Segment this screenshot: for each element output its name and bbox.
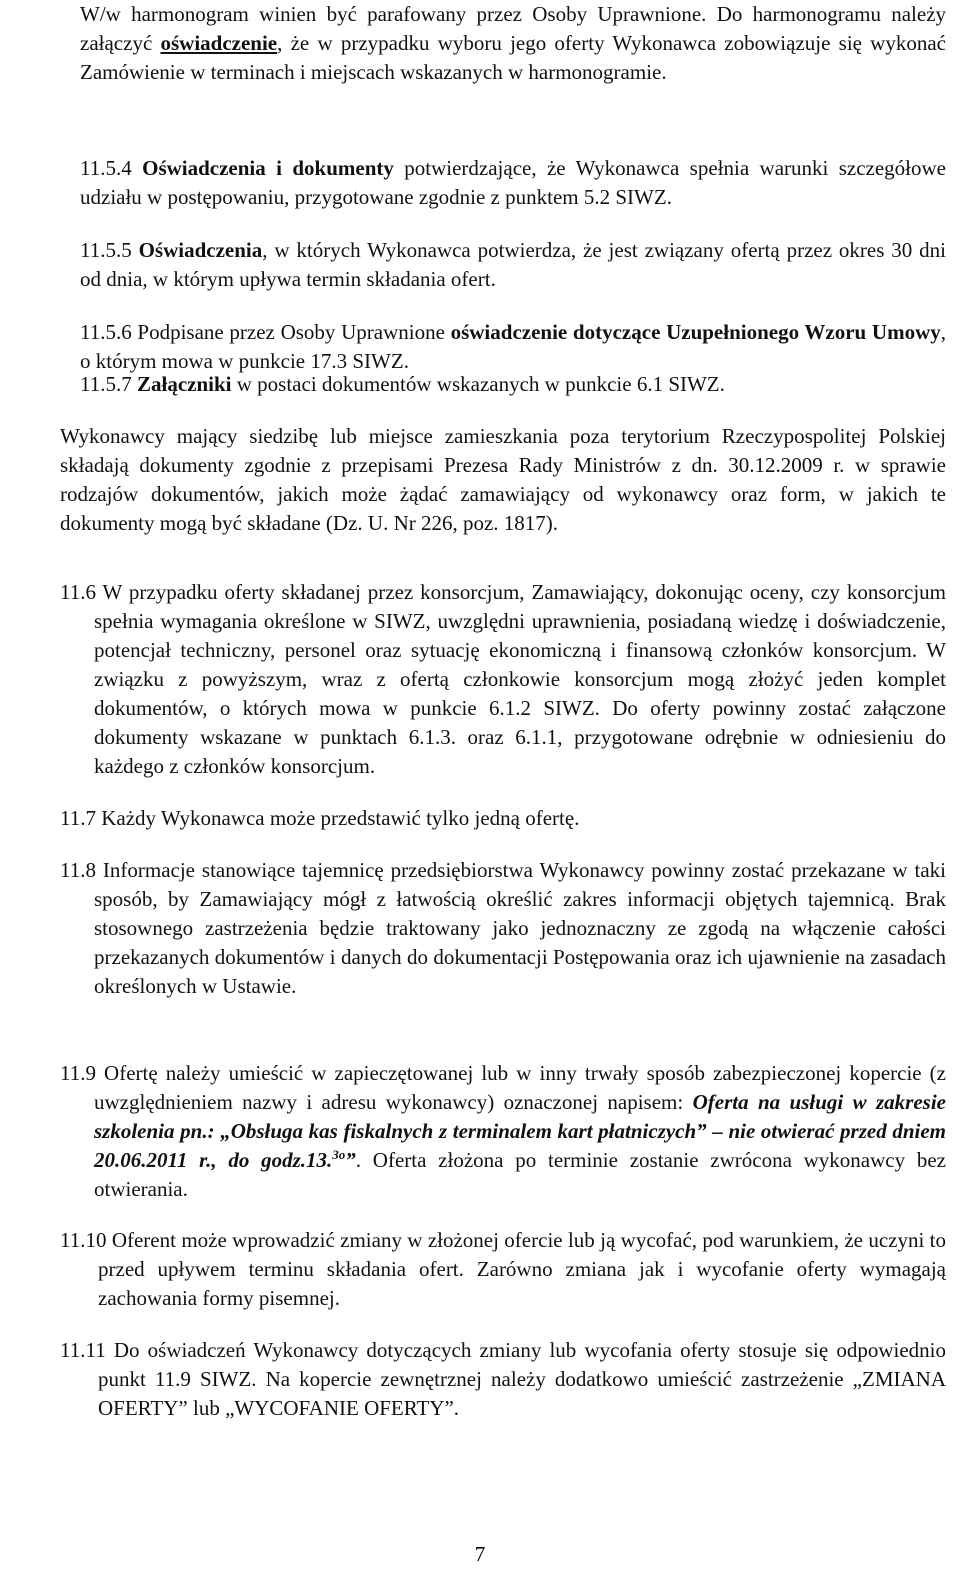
section-11-10: 11.10 Oferent może wprowadzić zmiany w złożonej ofercie lub ją wycofać, pod warunkiem, że uczyni to przed upływem terminu składania ofert. Zarówno zmiana jak i wycofanie oferty wymagają zachowania formy pisemnej.	[60, 1228, 946, 1310]
page-number: 7	[474, 1542, 486, 1566]
section-number: 11.5.4	[80, 156, 143, 180]
section-11-5-5	[80, 236, 946, 294]
hour-superscript: 3o	[332, 1147, 346, 1162]
section-text: , o którym mowa w punkcie 17.3 SIWZ.	[80, 320, 946, 373]
section-11-9	[60, 1059, 946, 1204]
section-11-7: 11.7 Każdy Wykonawca może przedstawić tylko jedną ofertę.	[60, 806, 580, 830]
envelope-label-bold-italic: Oferta na usługi w zakresie szkolenia pn.: „Obsługa kas fiskalnych z terminalem kart płatniczych” – nie otwierać przed dniem 20.06.2011 r., do godz.13.	[94, 1090, 946, 1172]
closing-quote: ”	[345, 1148, 356, 1172]
section-11-8: 11.8 Informacje stanowiące tajemnicę przedsiębiorstwa Wykonawcy powinny zostać przekazane w taki sposób, by Zamawiający mógł z łatwością określić zakres informacji objętych tajemnicą. Brak stosownego zastrzeżenia będzie traktowany jako jednoznaczny ze zgodą na włączenie całości przekazanych dokumentów i danych do dokumentacji Postępowania oraz ich ujawnienie na zasadach określonych w Ustawie.	[60, 858, 946, 998]
section-bold-text: oświadczenie dotyczące Uzupełnionego Wzoru Umowy	[450, 320, 941, 344]
harmonogram-attach-rest: , że w przypadku wyboru jego oferty Wykonawca zobowiązuje się wykonać Zamówienie w terminach i miejscach wskazanych w harmonogramie.	[80, 31, 946, 84]
section-text: , w których Wykonawca potwierdza, że jest związany ofertą przez okres 30 dni od dnia, w którym upływa termin składania ofert.	[80, 238, 946, 291]
harmonogram-attach-text: Do harmonogramu należy załączyć	[80, 2, 947, 55]
section-11-5-6	[80, 318, 946, 376]
section-bold-text: Załączniki	[136, 372, 232, 396]
oswiadczenie-underlined: oświadczenie	[160, 31, 278, 55]
section-11-5-7	[80, 370, 946, 399]
section-number: 11.5.5	[80, 238, 139, 262]
section-bold-text: Oświadczenia i dokumenty	[142, 156, 394, 180]
section-11-6: 11.6 W przypadku oferty składanej przez konsorcjum, Zamawiający, dokonując oceny, czy konsorcjum spełnia wymagania określone w SIWZ, uwzględni uprawnienia, posiadaną wiedzę i doświadczenie, potencjał techniczny, personel oraz sytuację ekonomiczną i finansową członków konsorcjum. W związku z powyższym, wraz z ofertą członkowie konsorcjum mogą złożyć jeden komplet dokumentów, o których mowa w punkcie 6.1.2 SIWZ. Do oferty powinny zostać załączone dokumenty wskazane w punktach 6.1.3. oraz 6.1.1, przygotowane odrębnie w odniesieniu do każdego z członków konsorcjum.	[60, 580, 946, 778]
section-number: 11.5.7	[80, 372, 137, 396]
paragraph-harmonogram	[80, 0, 946, 87]
section-text: potwierdzające, że Wykonawca spełnia warunki szczegółowe udziału w postępowaniu, przygotowane zgodnie z punktem 5.2 SIWZ.	[80, 156, 946, 209]
section-text: w postaci dokumentów wskazanych w punkcie 6.1 SIWZ.	[231, 372, 725, 396]
section-11-5-4	[80, 154, 946, 212]
section-11-11: 11.11 Do oświadczeń Wykonawcy dotyczących zmiany lub wycofania oferty stosuje się odpowiednio punkt 11.9 SIWZ. Na kopercie zewnętrznej należy dodatkowo umieścić zastrzeżenie „ZMIANA OFERTY” lub „WYCOFANIE OFERTY”.	[60, 1338, 946, 1420]
section-bold-text: Oświadczenia	[138, 238, 263, 262]
harmonogram-text: W/w harmonogram winien być parafowany przez Osoby Uprawnione.	[80, 2, 707, 26]
section-number: 11.5.6 Podpisane przez Osoby Uprawnione	[80, 320, 451, 344]
paragraph-foreign-contractors: Wykonawcy mający siedzibę lub miejsce zamieszkania poza terytorium Rzeczypospolitej Polskiej składają dokumenty zgodnie z przepisami Prezesa Rady Ministrów z dn. 30.12.2009 r. w sprawie rodzajów dokumentów, jakich może żądać zamawiający od wykonawcy oraz form, w jakich te dokumenty mogą być składane (Dz. U. Nr 226, poz. 1817).	[60, 424, 946, 535]
late-offer-text: . Oferta złożona po terminie zostanie zwrócona wykonawcy bez otwierania.	[94, 1148, 947, 1201]
envelope-text: 11.9 Ofertę należy umieścić w zapieczętowanej lub w inny trwały sposób zabezpieczonej kopercie (z uwzględnieniem nazwy i adresu wykonawcy) oznaczonej napisem:	[60, 1061, 946, 1114]
